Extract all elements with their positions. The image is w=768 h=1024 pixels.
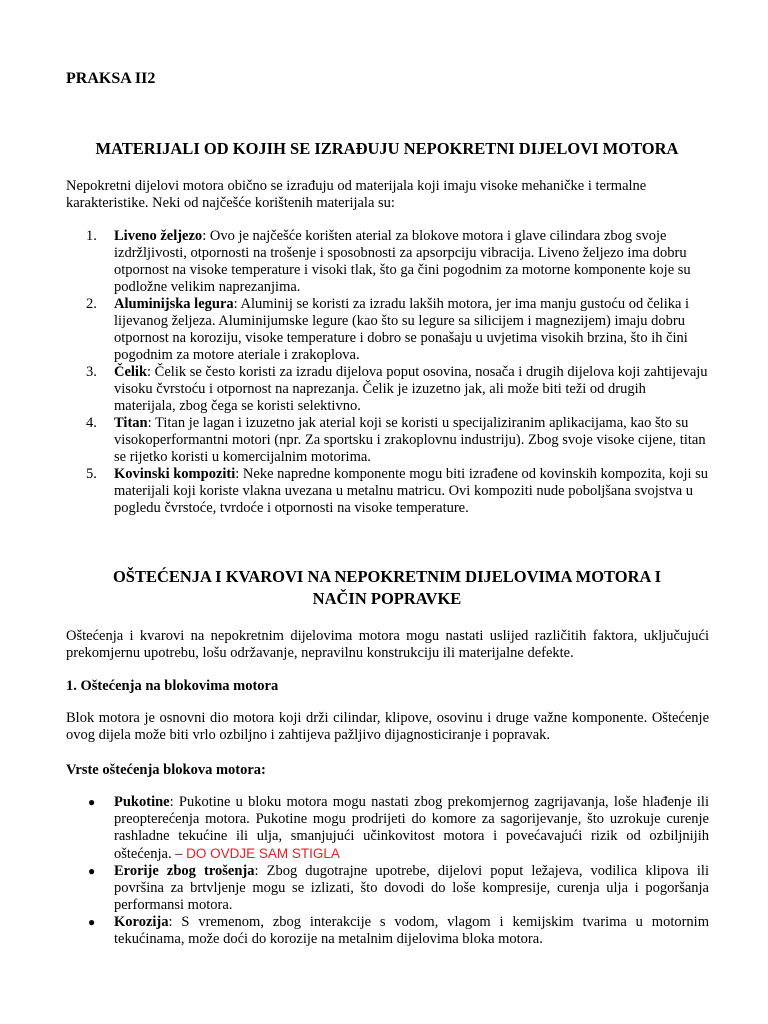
list-item: [66, 466, 709, 517]
list-item-text: : Aluminij se koristi za izradu lakših motora, jer ima manju gustoću od čelika i lijevanog željeza. Aluminijumske legure (kao što su legure sa silicijem i magnezijem) imaju dobru otpornost na koroziju, visoke temperature i dobro se ponašaju u uvjetima visokih brzina, što ih čini pogodnim za motore ateriale i zrakoplova.: [114, 296, 690, 363]
list-item-text: : Neke napredne komponente mogu biti izrađene od kovinskih kompozita, koji su materijali koji koriste vlakna uvezana u metalnu matricu. Ovi kompoziti nude poboljšana svojstva u pogledu čvrstoće, tvrdoće i otpornosti na visoke temperature.: [114, 466, 709, 516]
vrste-ostecenja-heading: Vrste oštećenja blokova motora:: [66, 762, 266, 778]
list-item-term: Aluminijska legura: [114, 296, 234, 312]
section2-intro: Oštećenja i kvarovi na nepokretnim dijelovima motora mogu nastati uslijed različitih faktora, uključujući prekomjernu upotrebu, lošu održavanje, nepravilnu konstrukciju ili materijalne defekte.: [66, 628, 709, 661]
list-item: [66, 914, 709, 948]
list-item-term: Erorije zbog trošenja: [114, 863, 255, 879]
list-number: 1.: [86, 228, 97, 244]
list-item: [66, 364, 709, 415]
list-item-term: Kovinski kompoziti: [114, 466, 236, 482]
list-item-term: Čelik: [114, 364, 148, 380]
section1-title: MATERIJALI OD KOJIH SE IZRAĐUJU NEPOKRETNI DIJELOVI MOTORA: [95, 139, 679, 158]
progress-note: DO OVDJE SAM STIGLA: [186, 846, 340, 861]
list-item: [66, 415, 709, 466]
bullet-icon: ●: [88, 915, 96, 929]
list-item: [66, 794, 709, 863]
blok-motora-text: Blok motora je osnovni dio motora koji drži cilindar, klipove, osovinu i druge važne komponente. Oštećenje ovog dijela može biti vrlo ozbiljno i zahtijeva pažljivo dijagnosticiranje i popravak.: [66, 710, 709, 743]
document-title: PRAKSA II2: [66, 70, 156, 87]
list-item-text: : Zbog dugotrajne upotrebe, dijelovi poput ležajeva, vodilica klipova ili površina za brtvljenje mogu se izlizati, što dovodi do loše kompresije, curenja ulja i pogoršanja performansi motora.: [114, 863, 709, 913]
list-item-term: Liveno željezo: [114, 228, 203, 244]
list-number: 5.: [86, 466, 97, 482]
list-item-term: Korozija: [114, 914, 169, 930]
list-item-term: Pukotine: [114, 794, 170, 810]
list-item-text: : S vremenom, zbog interakcije s vodom, vlagom i kemijskim tvarima u motornim tekućinama, može doći do korozije na metalnim dijelovima bloka motora.: [114, 914, 709, 947]
list-number: 2.: [86, 296, 97, 312]
list-item: [66, 296, 709, 364]
list-item-term: Titan: [114, 415, 148, 431]
subheading-blok-motora: 1. Oštećenja na blokovima motora: [66, 678, 279, 694]
list-number: 3.: [86, 364, 97, 380]
materials-list: [66, 228, 709, 517]
list-item-text: : Titan je lagan i izuzetno jak aterial koji se koristi u specijaliziranim aplikacijama, kao što su visokoperformantni motori (npr. Za sportsku i zrakoplovnu industriju). Zbog svoje visoke cijene, titan se rijetko koristi u komercijalnim motorima.: [114, 415, 706, 465]
list-item: [66, 228, 709, 296]
list-item-text: : Pukotine u bloku motora mogu nastati zbog prekomjernog zagrijavanja, loše hlađenje ili preopterećenja motora. Pukotine mogu prodrijeti do komore za sagorijevanje, što uzrokuje curenje rashladne tekućine ili ulja, smanjujući učinkovitost motora i povećavajući rizik od ozbiljnijih oštećenja. –: [114, 794, 709, 862]
damage-types-list: [66, 794, 709, 948]
list-item-text: : Čelik se često koristi za izradu dijelova poput osovina, nosača i drugih dijelova koji zahtijevaju visoku čvrstoću i otpornost na naprezanja. Čelik je izuzetno jak, ali može biti teži od drugih materijala, zbog čega se koristi selektivno.: [114, 364, 708, 414]
bullet-icon: ●: [88, 795, 96, 809]
list-item: [66, 863, 709, 914]
section2-title-line1: OŠTEĆENJA I KVAROVI NA NEPOKRETNIM DIJELOVIMA MOTORA I: [112, 567, 662, 586]
section1-intro: Nepokretni dijelovi motora obično se izrađuju od materijala koji imaju visoke mehaničke i termalne karakteristike. Neki od najčešće korištenih materijala su:: [66, 178, 647, 211]
section2-title: [60, 566, 714, 610]
list-number: 4.: [86, 415, 97, 431]
section2-title-line2: NAČIN POPRAVKE: [312, 589, 462, 608]
bullet-icon: ●: [88, 864, 96, 878]
list-item-text: : Ovo je najčešće korišten aterial za blokove motora i glave cilindara zbog svoje izdržljivosti, otpornosti na trošenje i sposobnosti za apsorpciju vibracija. Liveno željezo ima dobru otpornost na visoke temperature i visoki tlak, što ga čini pogodnim za motorne komponente koje su podložne velikim naprezanjima.: [114, 228, 691, 295]
